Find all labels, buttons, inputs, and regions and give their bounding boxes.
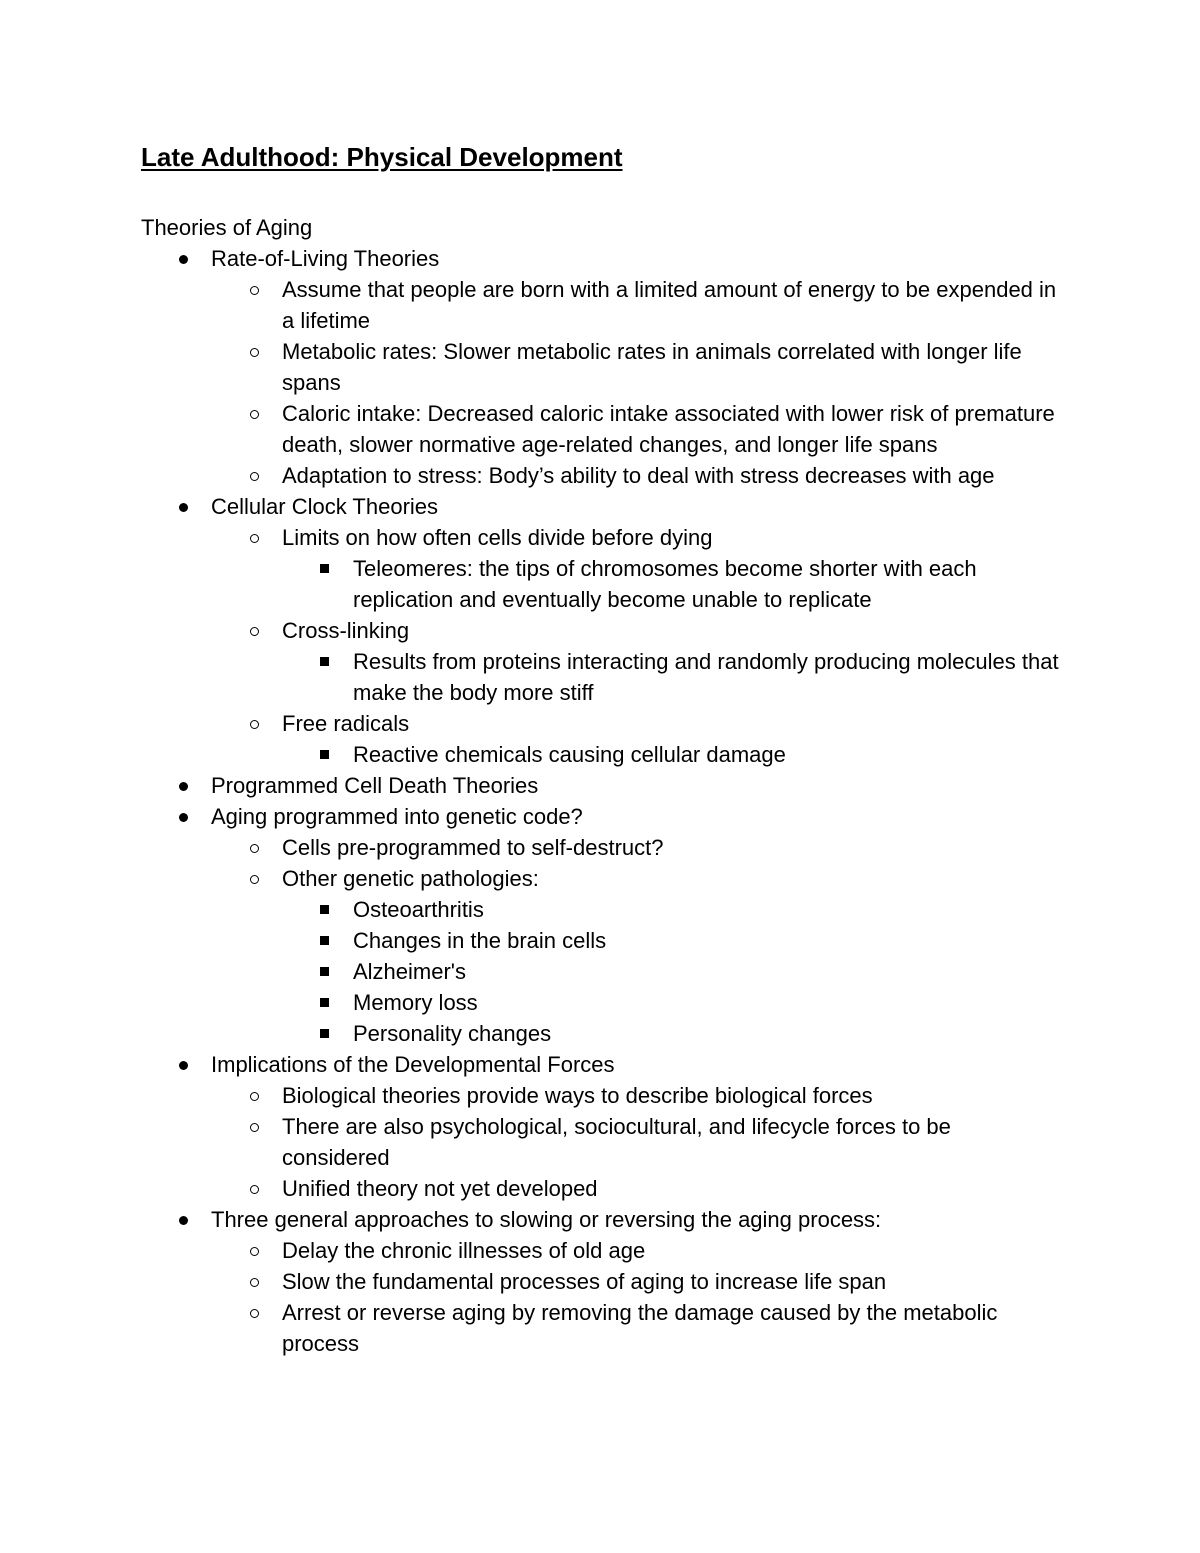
list-item xyxy=(282,1173,1061,1204)
bullet-disc-icon xyxy=(179,813,188,822)
sub-list xyxy=(282,1080,1061,1204)
list-item-text: Assume that people are born with a limited amount of energy to be expended in a lifetime xyxy=(282,277,1057,333)
list-item-text: Programmed Cell Death Theories xyxy=(211,773,539,798)
bullet-circle-icon xyxy=(250,348,259,357)
list-item xyxy=(353,553,1061,615)
bullet-circle-icon xyxy=(250,1123,259,1132)
bullet-disc-icon xyxy=(179,1216,188,1225)
bullet-square-icon xyxy=(320,657,329,666)
list-item xyxy=(282,398,1061,460)
list-item xyxy=(282,863,1061,1049)
list-item-text: Memory loss xyxy=(353,990,478,1015)
sub-list xyxy=(353,553,1061,615)
list-item xyxy=(353,987,1061,1018)
bullet-circle-icon xyxy=(250,720,259,729)
list-item-text: Unified theory not yet developed xyxy=(282,1176,598,1201)
list-item xyxy=(282,1111,1061,1173)
list-item xyxy=(353,739,1061,770)
bullet-square-icon xyxy=(320,967,329,976)
list-item-text: Biological theories provide ways to describe biological forces xyxy=(282,1083,873,1108)
list-item xyxy=(282,615,1061,708)
list-item-text: Three general approaches to slowing or reversing the aging process: xyxy=(211,1207,882,1232)
list-item-text: Teleomeres: the tips of chromosomes become shorter with each replication and eventually become unable to replicate xyxy=(353,556,977,612)
list-item-text: Implications of the Developmental Forces xyxy=(211,1052,615,1077)
list-item-text: Cross-linking xyxy=(282,618,410,643)
bullet-disc-icon xyxy=(179,782,188,791)
bullet-circle-icon xyxy=(250,1309,259,1318)
document-title: Late Adulthood: Physical Development xyxy=(141,142,623,172)
list-item xyxy=(353,956,1061,987)
outline-list xyxy=(211,243,1061,1359)
sub-list xyxy=(353,646,1061,708)
list-item-text: Alzheimer's xyxy=(353,959,467,984)
list-item-text: Changes in the brain cells xyxy=(353,928,607,953)
list-item xyxy=(211,243,1061,491)
list-item-text: Other genetic pathologies: xyxy=(282,866,539,891)
list-item-text: Rate-of-Living Theories xyxy=(211,246,440,271)
list-item-text: Free radicals xyxy=(282,711,410,736)
list-item xyxy=(282,1235,1061,1266)
bullet-circle-icon xyxy=(250,1278,259,1287)
list-item-text: Reactive chemicals causing cellular damage xyxy=(353,742,786,767)
list-item xyxy=(211,770,1061,801)
sub-list xyxy=(282,274,1061,491)
list-item xyxy=(211,801,1061,1049)
list-item xyxy=(353,646,1061,708)
list-item xyxy=(282,1080,1061,1111)
bullet-disc-icon xyxy=(179,503,188,512)
sub-list xyxy=(282,832,1061,1049)
bullet-disc-icon xyxy=(179,1061,188,1070)
sub-list xyxy=(353,894,1061,1049)
bullet-square-icon xyxy=(320,750,329,759)
list-item xyxy=(282,1297,1061,1359)
list-item xyxy=(282,708,1061,770)
sub-list xyxy=(282,522,1061,770)
sub-list xyxy=(353,739,1061,770)
bullet-square-icon xyxy=(320,905,329,914)
bullet-circle-icon xyxy=(250,1092,259,1101)
bullet-square-icon xyxy=(320,998,329,1007)
list-item xyxy=(282,1266,1061,1297)
bullet-circle-icon xyxy=(250,627,259,636)
list-item xyxy=(282,460,1061,491)
bullet-circle-icon xyxy=(250,286,259,295)
bullet-circle-icon xyxy=(250,410,259,419)
list-item-text: Adaptation to stress: Body’s ability to deal with stress decreases with age xyxy=(282,463,995,488)
list-item xyxy=(353,894,1061,925)
bullet-circle-icon xyxy=(250,1185,259,1194)
list-item xyxy=(353,1018,1061,1049)
list-item xyxy=(211,491,1061,770)
list-item xyxy=(282,832,1061,863)
list-item-text: Personality changes xyxy=(353,1021,552,1046)
bullet-square-icon xyxy=(320,936,329,945)
list-item-text: Osteoarthritis xyxy=(353,897,484,922)
list-item xyxy=(353,925,1061,956)
list-item-text: Metabolic rates: Slower metabolic rates in animals correlated with longer life spans xyxy=(282,339,1022,395)
bullet-circle-icon xyxy=(250,844,259,853)
list-item-text: Cells pre-programmed to self-destruct? xyxy=(282,835,664,860)
list-item-text: Limits on how often cells divide before dying xyxy=(282,525,713,550)
list-item xyxy=(211,1049,1061,1204)
list-item xyxy=(282,522,1061,615)
list-item xyxy=(282,336,1061,398)
list-item-text: There are also psychological, sociocultural, and lifecycle forces to be considered xyxy=(282,1114,951,1170)
bullet-disc-icon xyxy=(179,255,188,264)
list-item xyxy=(282,274,1061,336)
bullet-square-icon xyxy=(320,1029,329,1038)
list-item xyxy=(211,1204,1061,1359)
list-item-text: Cellular Clock Theories xyxy=(211,494,439,519)
sub-list xyxy=(282,1235,1061,1359)
list-item-text: Delay the chronic illnesses of old age xyxy=(282,1238,646,1263)
list-item-text: Caloric intake: Decreased caloric intake associated with lower risk of premature death, slower normative age-related changes, and longer life spans xyxy=(282,401,1055,457)
list-item-text: Aging programmed into genetic code? xyxy=(211,804,583,829)
list-item-text: Slow the fundamental processes of aging to increase life span xyxy=(282,1269,887,1294)
bullet-square-icon xyxy=(320,564,329,573)
list-item-text: Results from proteins interacting and randomly producing molecules that make the body more stiff xyxy=(353,649,1059,705)
bullet-circle-icon xyxy=(250,875,259,884)
bullet-circle-icon xyxy=(250,472,259,481)
list-item-text: Arrest or reverse aging by removing the damage caused by the metabolic process xyxy=(282,1300,998,1356)
bullet-circle-icon xyxy=(250,1247,259,1256)
bullet-circle-icon xyxy=(250,534,259,543)
section-heading: Theories of Aging xyxy=(141,215,313,240)
